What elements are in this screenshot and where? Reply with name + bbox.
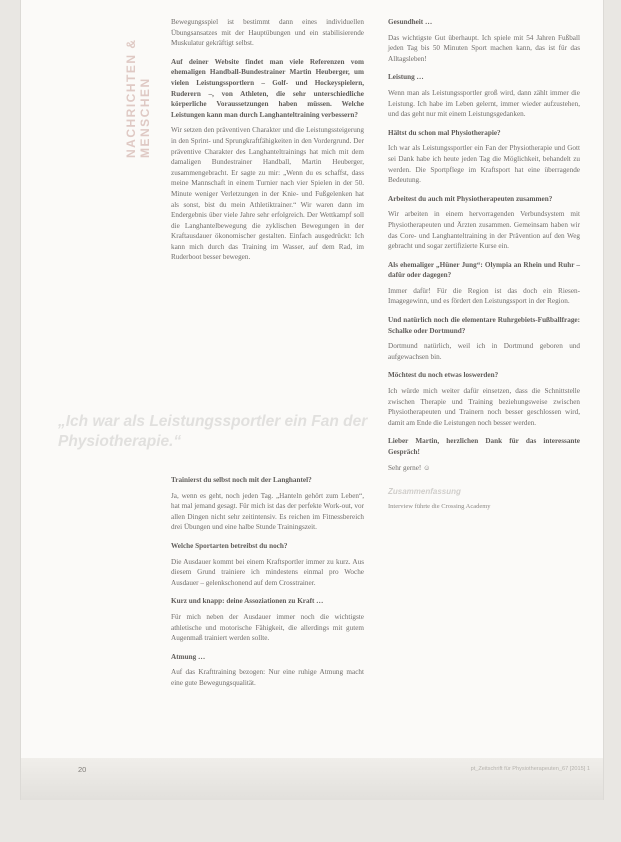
source-label: Zusammenfassung [388,487,461,497]
section-heading-line-2: MENSCHEN [138,77,152,158]
interview-question: Kurz und knapp: deine Assoziationen zu Kraft … [171,597,324,606]
interview-question: Leistung … [388,73,424,82]
interview-answer: Für mich neben der Ausdauer immer noch die wichtigste athletische und motorische Fähigkeit, die allerdings mit gutem Augenmaß trainiert werden sollte. [171,612,364,643]
interview-answer: Wir setzen den präventiven Charakter und die Leistungssteigerung in den Sprint- und Sprungkraftfähigkeiten in den Vordergrund. Der präventive Charakter des Langhanteltrainings hat mich mit dem damaligen Bundestrainer Handball, Martin Heuberger, zusammengebracht. Er sagte zu mir: „Wenn du es schaffst, dass meine Mannschaft in einem Turnier nach vier Spielen in der 50. Minute weniger Verletzungen in der Knie- und Fußgelenken hat als sonst, bist du mein Athletiktrainer.“ Wir waren dann im Endergebnis über viele Jahre sehr erfolgreich. Der Wettkampf soll die Langhantelbewegung die zyklischen Bewegungen in der Kraftausdauer ökonomischer gestalten. Einfach ausgedrückt: Ich kann mich durch das Training im Wasser, auf dem Rad, im Ruderboot besser bewegen. [171,126,364,262]
interview-answer: Die Ausdauer kommt bei einem Kraftsportler immer zu kurz. Aus diesem Grund trainiere ich mindestens einmal pro Woche Ausdauer – gelenkschonend auf dem Crosstrainer. [171,557,364,587]
section-heading [124,18,158,158]
interview-answer: Ich war als Leistungssportler ein Fan der Physiotherapie und Gott sei Dank habe ich heute jeden Tag die Möglichkeit, behandelt zu werden. Die Sportpflege im Kraftsport hat eine überragende Bedeutung. [388,144,580,185]
interview-answer: Ich würde mich weiter dafür einsetzen, dass die Schnittstelle zwischen Therapie und Training beziehungsweise zwischen Physiotherapeuten und Trainern noch besser geschlossen wird, damit am Ende die Leistungen noch besser werden. [388,387,580,427]
interview-question: Hältst du schon mal Physiotherapie? [388,128,501,137]
interview-answer: Wenn man als Leistungssportler groß wird, dann zählt immer die Leistung. Ich habe im Leben gelernt, immer wieder aufzustehen, und das geht nur mit einem Leistungsgedanken. [388,88,580,119]
page-bottom-shade [21,758,603,800]
interview-question: Gesundheit … [388,18,433,26]
right-column-paragraphs [388,17,580,473]
left-column-bottom [171,475,364,697]
interview-question: Lieber Martin, herzlichen Dank für das interessante Gespräch! [388,437,580,456]
interview-answer: Wir arbeiten in einem hervorragenden Verbundsystem mit Physiotherapeuten und Ärzten zusammen. Gemeinsam haben wir das Core- und Langhanteltraining in der Prävention auf den Weg gebracht und sogar zertifizierte Kurse ein. [388,210,580,251]
interview-answer: Dortmund natürlich, weil ich in Dortmund geboren und aufgewachsen bin. [388,342,580,361]
source-text: Interview führte die Crossing Academy [388,502,491,510]
interview-question: Atmung … [171,652,206,661]
interview-answer: Auf das Krafttraining bezogen: Nur eine ruhige Atmung macht eine gute Bewegungsqualität. [171,668,364,687]
interview-question: Als ehemaliger „Hüner Jung“: Olympia an Rhein und Ruhr – dafür oder dagegen? [388,260,580,280]
section-heading-line-1: NACHRICHTEN & [124,38,138,158]
interview-question: Auf deiner Website findet man viele Referenzen vom ehemaligen Handball-Bundestrainer Martin Heuberger, um vielen Leistungssportlern – Golf- und Hockeyspielern, Ruderern –, von Athleten, die sehr unterschiedliche körperliche Voraussetzungen haben müssen. Welche Leistungen kann man durch Langhanteltraining verbessern? [171,57,364,119]
interview-question: Möchtest du noch etwas loswerden? [388,371,499,380]
footer-text: pt_Zeitschrift für Physiotherapeuten_67 [2015] 1 [470,766,590,772]
interview-answer: Immer dafür! Für die Region ist das doch ein Riesen-Imagegewinn, und es fördert den Leistungssport in der Region. [388,286,580,306]
pull-quote: „Ich war als Leistungssportler ein Fan der Physiotherapie.“ [58,413,368,450]
interview-question: Trainierst du selbst noch mit der Langhantel? [171,476,312,484]
interview-question: Welche Sportarten betreibst du noch? [171,541,288,550]
right-column [388,17,580,512]
interview-answer: Ja, wenn es geht, noch jeden Tag. „Hanteln gehört zum Leben“, hat mal jemand gesagt. Für mich ist das der perfekte Work-out, vor allen Dingen nicht sehr zeitintensiv. Es reichen im Fitnessbereich drei Übungen und eine halbe Stunde Trainingszeit. [171,491,364,532]
interview-answer: Bewegungsspiel ist bestimmt dann eines individuellen Übungsansatzes mit der Hauptübungen und ein stabilisierende Muskulatur gekräftigt selbst. [171,18,364,48]
left-column-top [171,17,364,271]
interview-question: Und natürlich noch die elementare Ruhrgebiets-Fußballfrage: Schalke oder Dortmund? [388,316,580,335]
interview-question: Arbeitest du auch mit Physiotherapeuten zusammen? [388,194,553,203]
interview-answer: Sehr gerne! ☺ [388,463,431,472]
page-number: 20 [78,765,87,774]
interview-answer: Das wichtigste Gut überhaupt. Ich spiele mit 54 Jahren Fußball jeden Tag bis 50 Minuten Sport machen kann, das ist für das Alltagsleben! [388,33,580,63]
